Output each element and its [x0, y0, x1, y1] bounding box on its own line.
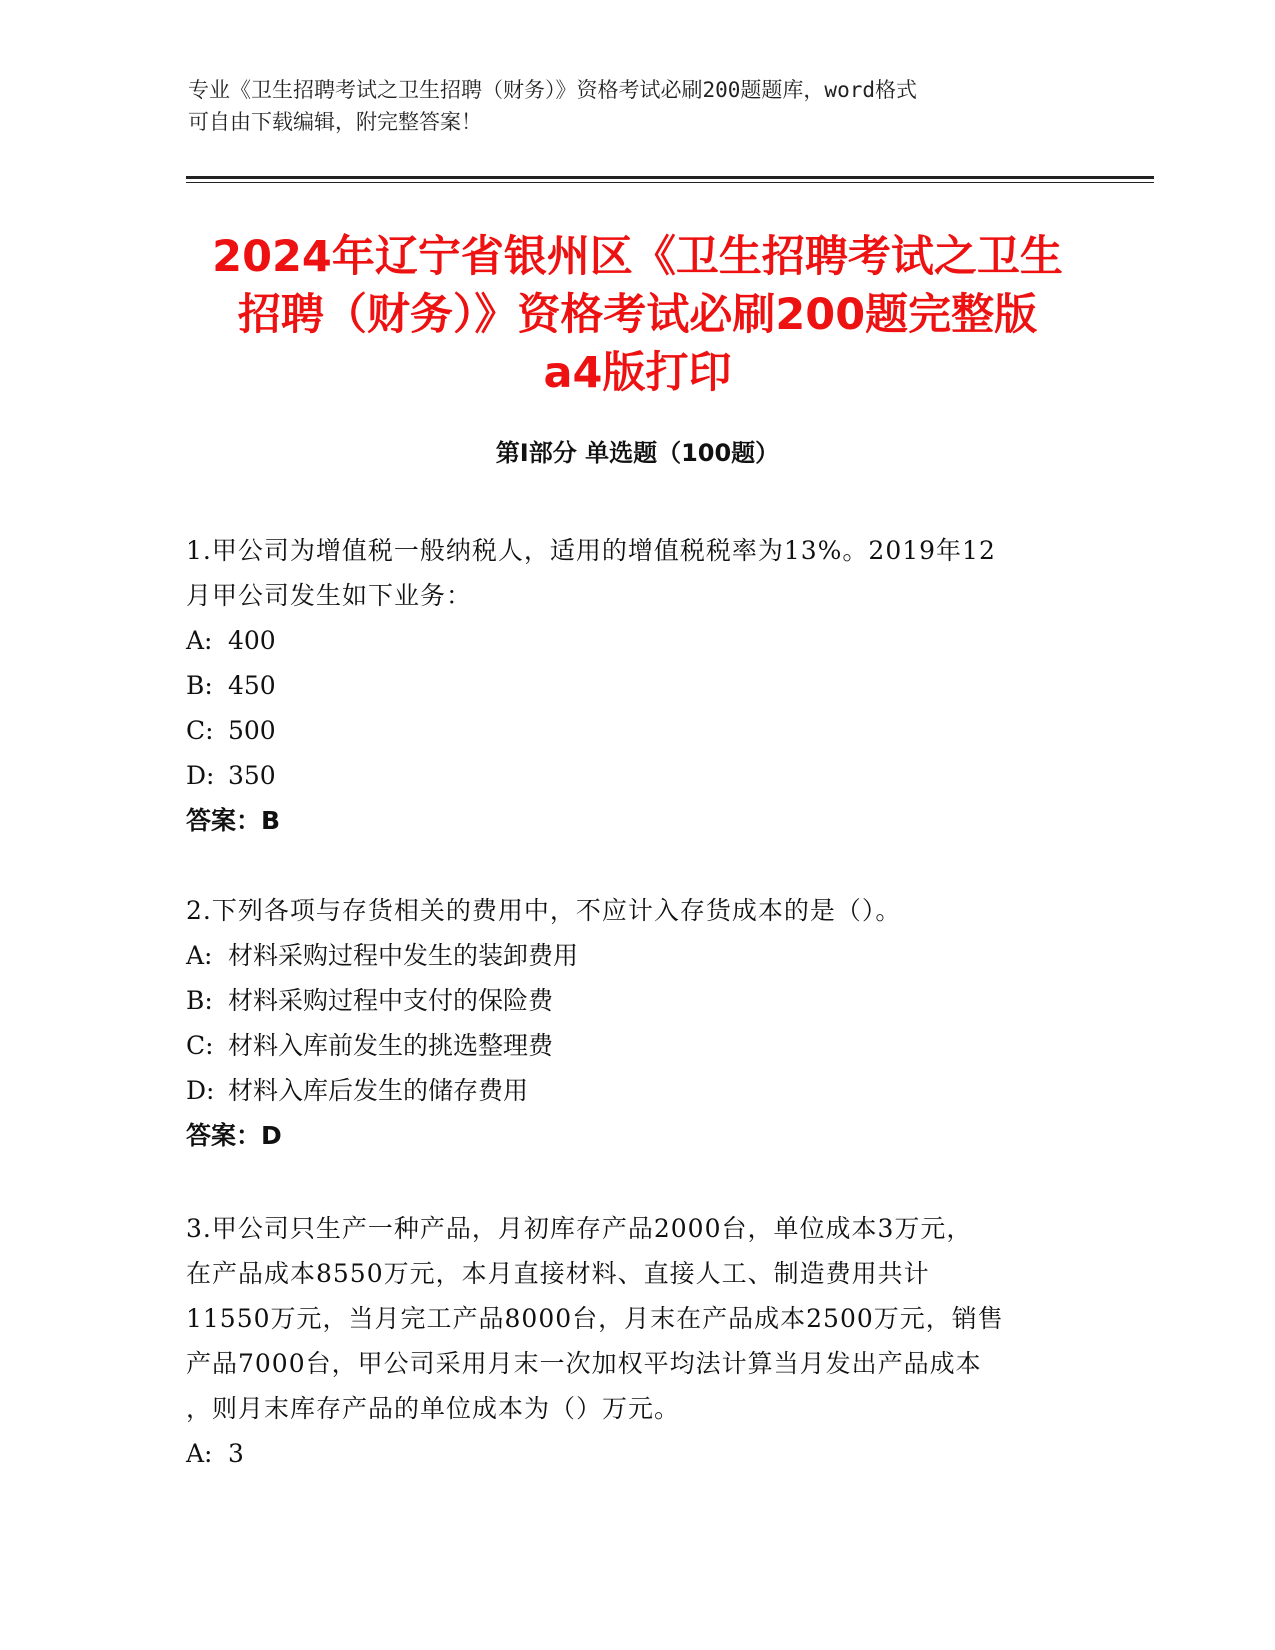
option-b: [186, 978, 1096, 1023]
option-text: 材料采购过程中支付的保险费: [228, 986, 554, 1015]
option-a: [186, 618, 1096, 663]
header-note-line: 可自由下载编辑，附完整答案！: [188, 110, 482, 134]
title-line: 2024年辽宁省银州区《卫生招聘考试之卫生: [212, 232, 1063, 282]
stem-line: 在产品成本8550万元，本月直接材料、直接人工、制造费用共计: [186, 1259, 930, 1288]
option-c: [186, 1023, 1096, 1068]
option-text: 材料采购过程中发生的装卸费用: [228, 941, 579, 970]
option-key: C:: [186, 1031, 214, 1060]
question-stem: [186, 1206, 1096, 1431]
stem-line: 月甲公司发生如下业务：: [186, 581, 473, 610]
option-key: A:: [186, 941, 213, 970]
option-key: D:: [186, 1076, 215, 1105]
stem-line: 11550万元，当月完工产品8000台，月末在产品成本2500万元，销售: [186, 1304, 1004, 1333]
option-key: A:: [186, 626, 213, 655]
option-key: B:: [186, 986, 213, 1015]
question-stem: [186, 528, 1096, 618]
option-key: A:: [186, 1439, 213, 1468]
option-text: 材料入库后发生的储存费用: [228, 1076, 529, 1105]
title-line: 招聘（财务）》资格考试必刷200题完整版: [237, 290, 1038, 340]
option-a: [186, 1431, 1096, 1476]
option-key: C:: [186, 716, 214, 745]
title-line: a4版打印: [543, 348, 732, 398]
answer-line: 答案：B: [186, 806, 281, 835]
option-d: [186, 1068, 1096, 1113]
document-title: [150, 228, 1125, 402]
option-text: 400: [228, 626, 276, 655]
header-divider-thick: [186, 176, 1154, 179]
option-b: [186, 663, 1096, 708]
stem-line: 2.下列各项与存货相关的费用中，不应计入存货成本的是（）。: [186, 896, 902, 925]
stem-line: 产品7000台，甲公司采用月末一次加权平均法计算当月发出产品成本: [186, 1349, 982, 1378]
question-stem: [186, 888, 1096, 933]
option-text: 500: [228, 716, 276, 745]
header-note-line: 专业《卫生招聘考试之卫生招聘（财务）》资格考试必刷200题题库，word格式: [188, 78, 917, 102]
question-2: [186, 888, 1096, 1158]
question-1: [186, 528, 1096, 843]
option-text: 450: [228, 671, 276, 700]
option-text: 3: [228, 1439, 244, 1468]
option-key: D:: [186, 761, 215, 790]
question-3: [186, 1206, 1096, 1476]
option-c: [186, 708, 1096, 753]
option-text: 350: [228, 761, 276, 790]
option-d: [186, 753, 1096, 798]
document-header-note: [188, 74, 1088, 138]
stem-line: 1.甲公司为增值税一般纳税人，适用的增值税税率为13%。2019年12: [186, 536, 996, 565]
option-text: 材料入库前发生的挑选整理费: [228, 1031, 554, 1060]
section-title: 第Ⅰ部分 单选题（100题）: [495, 439, 780, 467]
answer-line: 答案：D: [186, 1121, 282, 1150]
stem-line: 3.甲公司只生产一种产品，月初库存产品2000台，单位成本3万元，: [186, 1214, 973, 1243]
stem-line: ，则月末库存产品的单位成本为（）万元。: [186, 1394, 681, 1423]
option-a: [186, 933, 1096, 978]
option-key: B:: [186, 671, 213, 700]
header-divider-thin: [186, 182, 1154, 183]
